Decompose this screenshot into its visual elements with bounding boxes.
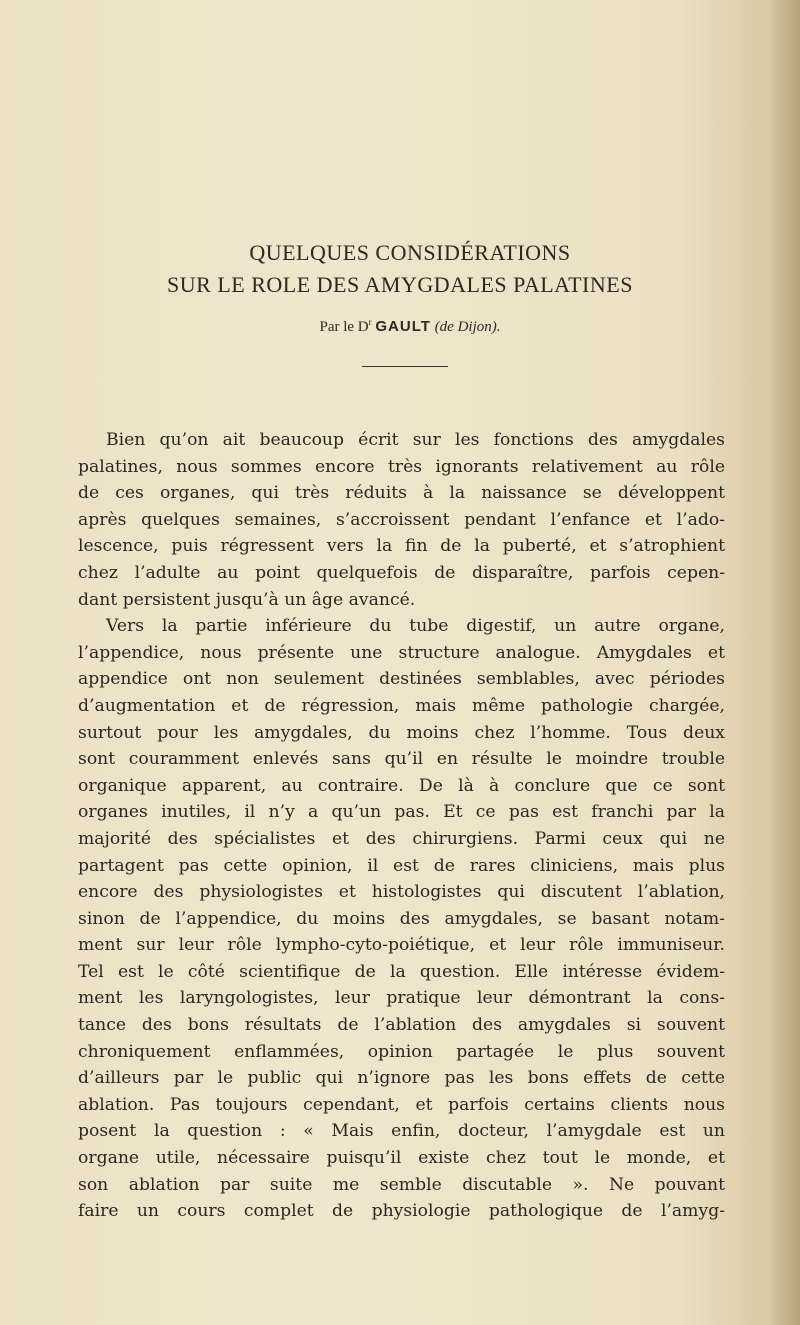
text-line: d’augmentation et de régression, mais même pathologie chargée, bbox=[78, 695, 725, 716]
text-line: palatines, nous sommes encore très ignorants relativement au rôle bbox=[78, 456, 725, 477]
text-line: lescence, puis régressent vers la fin de la puberté, et s’atrophient bbox=[78, 536, 725, 557]
text-line: Vers la partie inférieure du tube digestif, un autre organe, bbox=[106, 616, 725, 637]
text-line: après quelques semaines, s’accroissent pendant l’enfance et l’ado- bbox=[78, 509, 725, 530]
body-text bbox=[78, 427, 725, 1225]
text-line: sont couramment enlevés sans qu’il en résulte le moindre trouble bbox=[78, 749, 725, 770]
text-line: ment sur leur rôle lympho-cyto-poiétique, et leur rôle immuniseur. bbox=[78, 935, 725, 956]
text-line: dant persistent jusqu’à un âge avancé. bbox=[78, 589, 416, 610]
text-line: posent la question : « Mais enfin, docteur, l’amygdale est un bbox=[78, 1121, 725, 1142]
author-name: GAULT bbox=[375, 318, 431, 335]
title-line-1: QUELQUES CONSIDÉRATIONS bbox=[249, 240, 571, 265]
text-line: l’appendice, nous présente une structure analogue. Amygdales et bbox=[78, 642, 725, 663]
title-line-2: SUR LE ROLE DES AMYGDALES PALATINES bbox=[167, 272, 633, 297]
text-line: sinon de l’appendice, du moins des amygdales, se basant notam- bbox=[78, 908, 725, 929]
text-line: appendice ont non seulement destinées semblables, avec périodes bbox=[78, 669, 725, 690]
text-line: surtout pour les amygdales, du moins chez l’homme. Tous deux bbox=[78, 722, 725, 743]
text-line: ment les laryngologistes, leur pratique leur démontrant la cons- bbox=[78, 988, 725, 1009]
byline bbox=[0, 317, 800, 336]
byline-sup: r bbox=[368, 317, 372, 327]
text-line: chroniquement enflammées, opinion partagée le plus souvent bbox=[78, 1041, 725, 1062]
text-line: ablation. Pas toujours cependant, et parfois certains clients nous bbox=[78, 1094, 725, 1115]
text-line: Bien qu’on ait beaucoup écrit sur les fonctions des amygdales bbox=[106, 430, 725, 450]
author-place: (de Dijon). bbox=[434, 319, 501, 335]
text-line: partagent pas cette opinion, il est de rares cliniciens, mais plus bbox=[78, 855, 725, 876]
text-line: d’ailleurs par le public qui n’ignore pas les bons effets de cette bbox=[78, 1068, 725, 1089]
text-line: encore des physiologistes et histologistes qui discutent l’ablation, bbox=[78, 882, 725, 903]
text-line: tance des bons résultats de l’ablation des amygdales si souvent bbox=[78, 1015, 725, 1036]
spine-shadow bbox=[770, 0, 800, 1325]
text-line: majorité des spécialistes et des chirurgiens. Parmi ceux qui ne bbox=[78, 828, 725, 849]
text-line: Tel est le côté scientifique de la question. Elle intéresse évidem- bbox=[78, 961, 725, 982]
title-divider bbox=[362, 366, 448, 367]
byline-prefix: Par le D bbox=[319, 319, 369, 335]
text-line: de ces organes, qui très réduits à la naissance se développent bbox=[78, 483, 725, 504]
text-line: organes inutiles, il n’y a qu’un pas. Et ce pas est franchi par la bbox=[78, 802, 725, 823]
text-line: son ablation par suite me semble discutable ». Ne pouvant bbox=[78, 1174, 725, 1195]
text-line: chez l’adulte au point quelquefois de disparaître, parfois cepen- bbox=[78, 562, 725, 583]
text-line: organique apparent, au contraire. De là à conclure que ce sont bbox=[78, 775, 725, 796]
text-line: faire un cours complet de physiologie pathologique de l’amyg- bbox=[78, 1201, 725, 1222]
text-line: organe utile, nécessaire puisqu’il existe chez tout le monde, et bbox=[78, 1148, 725, 1169]
